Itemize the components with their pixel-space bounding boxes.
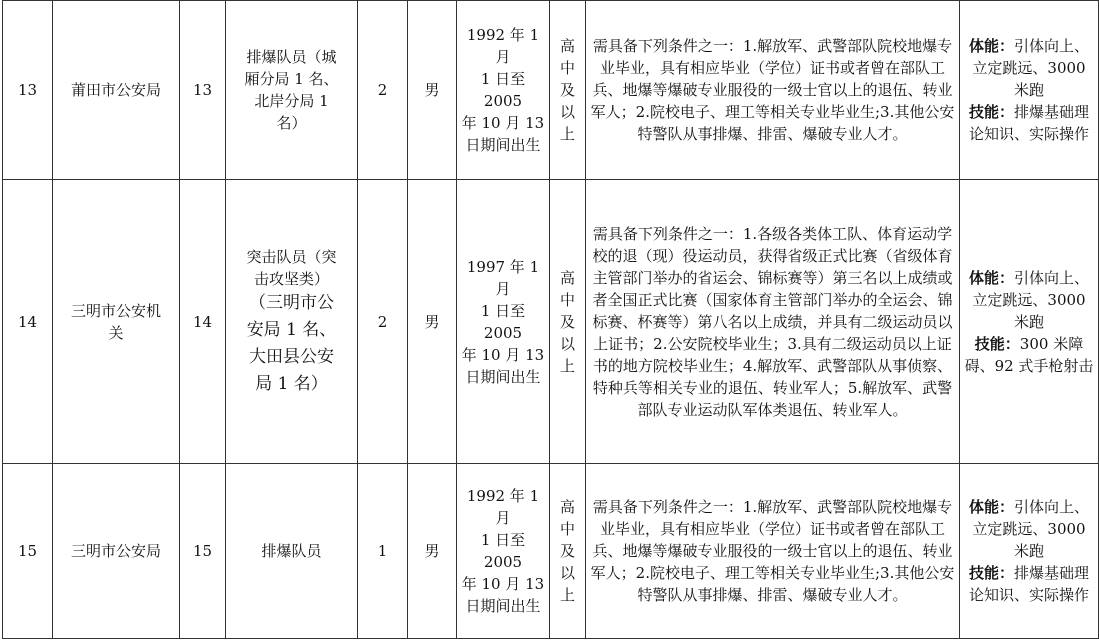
organization-line: 关 [108,323,124,342]
fitness-label: 体能： [968,498,1014,516]
education-cell [550,180,586,464]
education-line: 高中 [559,37,575,77]
position-line: 排爆队员（城 [246,48,337,66]
education-line: 及以 [559,312,575,353]
skill-label: 技能： [968,564,1014,582]
position-line: 局 1 名） [255,373,328,394]
organization-cell [53,180,180,464]
requirements-cell: 需具备下列条件之一：1.各级各类体工队、体育运动学校的退（现）役运动员，获得省级正式比赛（省级体育主管部门举办的省运会、锦标赛等）第三名以上成绩或者全国正式比赛（国家体育主管部门举办的全运会、锦标赛、杯赛等）第八名以上成绩，并具有二级运动员以上证书；2.公安院校毕业生；3.具有二级运动员以上证书的地方院校毕业生；4.解放军、武警部队从事侦察、特种兵等相关专业的退伍、转业军人；5.解放军、武警部队专业运动队军体类退伍、转业军人。 [586,180,960,464]
table-row [3,464,1099,639]
position-cell: 排爆队员 [226,464,358,639]
birth-line: 日期间出生 [465,367,541,386]
birth-range-cell [457,1,550,180]
organization-cell: 莆田市公安局 [53,1,180,180]
birth-range-cell [457,180,550,464]
birth-line: 1 日至 2005 [480,70,526,110]
fitness-items: 引体向上、立定跳远、3000 米跑 [972,498,1090,560]
birth-line: 1 日至 2005 [480,301,526,342]
requirements-cell: 需具备下列条件之一：1.解放军、武警部队院校地爆专业毕业，具有相应毕业（学位）证书或者曾在部队工兵、地爆等爆破专业服役的一级士官以上的退伍、转业军人；2.院校电子、理工等相关专业毕业生;3.其他公安特警队从事排爆、排雷、爆破专业人才。 [586,464,960,639]
position-cell [226,1,358,180]
recruitment-table [2,0,1099,639]
fitness-label: 体能： [968,268,1014,287]
test-items-cell [960,180,1099,464]
seq-cell: 15 [3,464,53,639]
position-code-cell: 15 [180,464,226,639]
hire-count-cell: 1 [358,464,408,639]
birth-line: 1992 年 1 月 [466,487,540,527]
fitness-items: 引体向上、立定跳远、3000 米跑 [972,37,1090,99]
gender-cell: 男 [408,180,457,464]
hire-count-cell: 2 [358,180,408,464]
position-line: 厢分局 1 名、 [244,70,339,88]
fitness-label: 体能： [968,37,1014,55]
education-line: 上 [559,125,575,143]
gender-cell: 男 [408,464,457,639]
skill-items: 排爆基础理论知识、实际操作 [968,564,1090,604]
birth-line: 1997 年 1 月 [466,257,540,298]
gender-cell: 男 [408,1,457,180]
organization-cell: 三明市公安局 [53,464,180,639]
position-cell [226,180,358,464]
skill-items: 300 米障碍、92 式手枪射击 [964,334,1094,375]
position-line: 安局 1 名、 [246,319,337,340]
birth-line: 日期间出生 [465,597,541,615]
birth-range-cell [457,464,550,639]
fitness-items: 引体向上、立定跳远、3000 米跑 [972,268,1090,331]
birth-line: 1992 年 1 月 [466,26,540,66]
seq-cell: 13 [3,1,53,180]
position-line: （三明市公 [249,292,334,313]
table-row [3,180,1099,464]
hire-count-cell: 2 [358,1,408,180]
education-line: 高中 [559,268,575,309]
education-line: 及以 [559,81,575,121]
education-line: 高中 [559,498,575,538]
position-code-cell: 14 [180,180,226,464]
organization-line: 三明市公安机 [70,301,161,320]
position-line: 名） [276,114,307,132]
position-code-cell: 13 [180,1,226,180]
skill-label: 技能： [968,103,1014,121]
requirements-cell: 需具备下列条件之一：1.解放军、武警部队院校地爆专业毕业，具有相应毕业（学位）证书或者曾在部队工兵、地爆等爆破专业服役的一级士官以上的退伍、转业军人；2.院校电子、理工等相关专业毕业生;3.其他公安特警队从事排爆、排雷、爆破专业人才。 [586,1,960,180]
table-row [3,1,1099,180]
test-items-cell [960,1,1099,180]
seq-cell: 14 [3,180,53,464]
position-line: 大田县公安 [249,346,334,367]
position-line: 北岸分局 1 [254,92,329,110]
education-cell [550,464,586,639]
birth-line: 日期间出生 [465,136,541,154]
birth-line: 1 日至 2005 [480,531,526,571]
birth-line: 年 10 月 13 [461,575,545,593]
skill-label: 技能： [974,334,1020,353]
position-line: 突击队员（突 [246,247,337,266]
education-line: 及以 [559,542,575,582]
education-cell [550,1,586,180]
education-line: 上 [559,586,575,604]
birth-line: 年 10 月 13 [461,114,545,132]
position-line: 击攻坚类） [253,269,329,288]
test-items-cell [960,464,1099,639]
education-line: 上 [559,356,575,375]
birth-line: 年 10 月 13 [461,345,545,364]
skill-items: 排爆基础理论知识、实际操作 [968,103,1090,143]
